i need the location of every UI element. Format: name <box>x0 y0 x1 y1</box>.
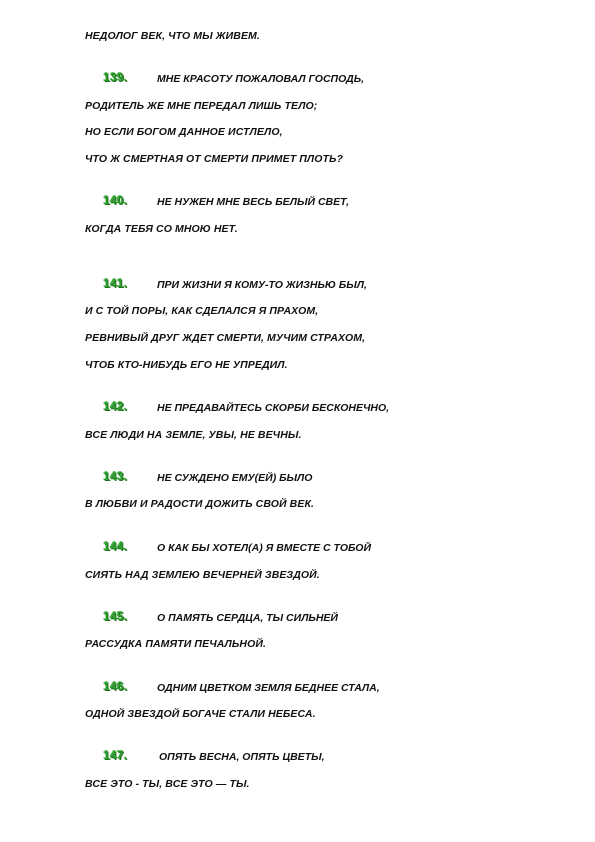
verse-number: 144. <box>103 539 128 553</box>
verse-line: ЧТОБ КТО-НИБУДЬ ЕГО НЕ УПРЕДИЛ. <box>85 359 288 371</box>
verse-number: 145. <box>103 609 128 623</box>
verse-line: КОГДА ТЕБЯ СО МНОЮ НЕТ. <box>85 223 238 235</box>
verse-line: РАССУДКА ПАМЯТИ ПЕЧАЛЬНОЙ. <box>85 638 267 650</box>
verse-number: 146. <box>103 679 128 693</box>
verse-line: О КАК БЫ ХОТЕЛ(А) Я ВМЕСТЕ С ТОБОЙ <box>157 542 372 554</box>
verse-number: 141. <box>103 276 128 290</box>
verse-line: НО ЕСЛИ БОГОМ ДАННОЕ ИСТЛЕЛО, <box>85 126 283 138</box>
verse-line: ВСЕ ЛЮДИ НА ЗЕМЛЕ, УВЫ, НЕ ВЕЧНЫ. <box>85 429 302 441</box>
verse-line: О ПАМЯТЬ СЕРДЦА, ТЫ СИЛЬНЕЙ <box>157 612 338 624</box>
verse-line: РЕВНИВЫЙ ДРУГ ЖДЕТ СМЕРТИ, МУЧИМ СТРАХОМ, <box>85 332 366 344</box>
verse-number: 140. <box>103 193 128 207</box>
verse-line: МНЕ КРАСОТУ ПОЖАЛОВАЛ ГОСПОДЬ, <box>157 73 365 85</box>
verse-line: ВСЕ ЭТО - ТЫ, ВСЕ ЭТО — ТЫ. <box>85 778 250 790</box>
intro-line: НЕДОЛОГ ВЕК, ЧТО МЫ ЖИВЕМ. <box>85 30 260 42</box>
verse-line: НЕ НУЖЕН МНЕ ВЕСЬ БЕЛЫЙ СВЕТ, <box>157 196 350 208</box>
verse-line: СИЯТЬ НАД ЗЕМЛЕЮ ВЕЧЕРНЕЙ ЗВЕЗДОЙ. <box>85 569 320 581</box>
verse-line: ОДНОЙ ЗВЕЗДОЙ БОГАЧЕ СТАЛИ НЕБЕСА. <box>85 708 316 720</box>
verse-line: В ЛЮБВИ И РАДОСТИ ДОЖИТЬ СВОЙ ВЕК. <box>85 498 315 510</box>
verse-line: НЕ ПРЕДАВАЙТЕСЬ СКОРБИ БЕСКОНЕЧНО, <box>157 402 390 414</box>
verse-number: 139. <box>103 70 128 84</box>
verse-line: НЕ СУЖДЕНО ЕМУ(ЕЙ) БЫЛО <box>157 472 313 484</box>
verse-line: ПРИ ЖИЗНИ Я КОМУ-ТО ЖИЗНЬЮ БЫЛ, <box>157 279 367 291</box>
verse-number: 143. <box>103 469 128 483</box>
verse-number: 147. <box>103 748 128 762</box>
verse-number: 142. <box>103 399 128 413</box>
verse-line: ОДНИМ ЦВЕТКОМ ЗЕМЛЯ БЕДНЕЕ СТАЛА, <box>157 682 380 694</box>
verse-line: ЧТО Ж СМЕРТНАЯ ОТ СМЕРТИ ПРИМЕТ ПЛОТЬ? <box>85 153 344 165</box>
verse-line: ОПЯТЬ ВЕСНА, ОПЯТЬ ЦВЕТЫ, <box>159 751 325 763</box>
verse-line: И С ТОЙ ПОРЫ, КАК СДЕЛАЛСЯ Я ПРАХОМ, <box>85 305 319 317</box>
verse-line: РОДИТЕЛЬ ЖЕ МНЕ ПЕРЕДАЛ ЛИШЬ ТЕЛО; <box>85 100 318 112</box>
